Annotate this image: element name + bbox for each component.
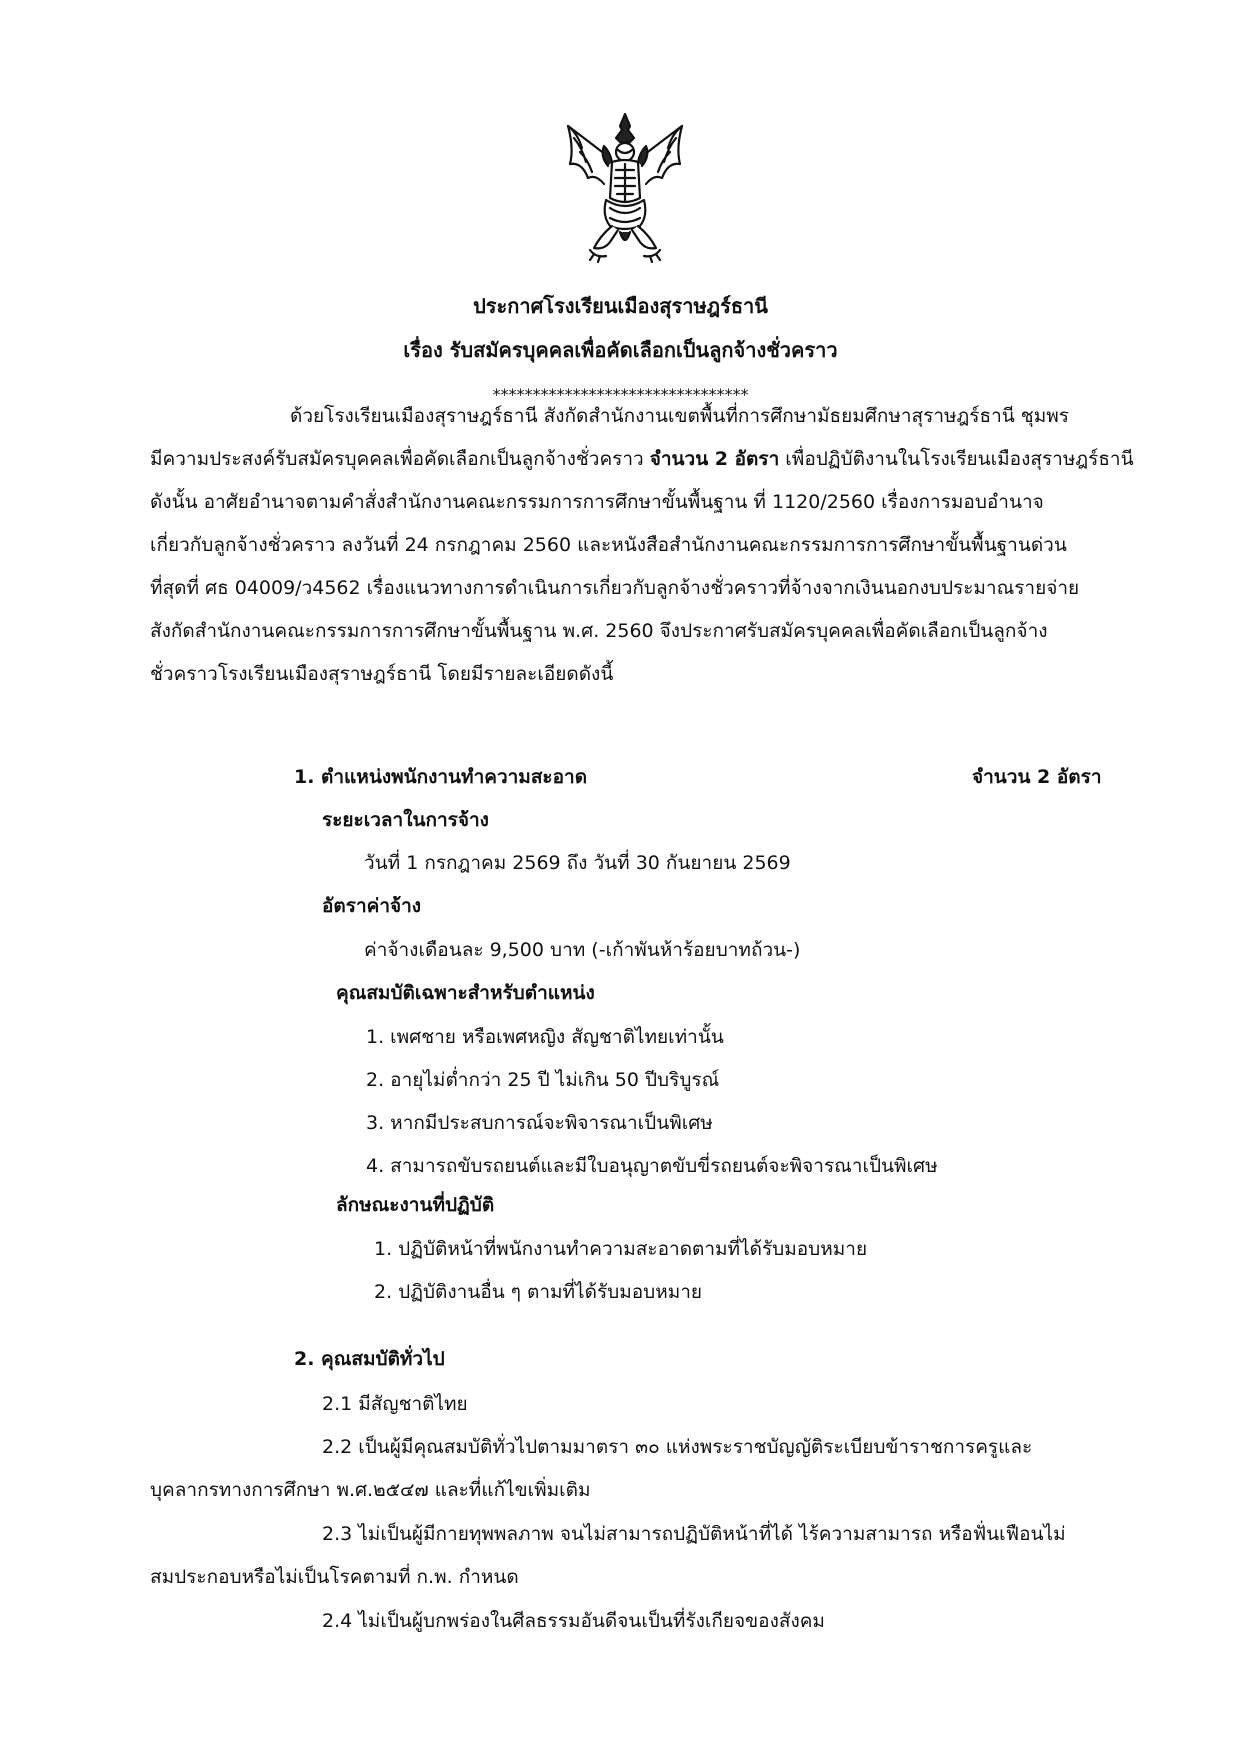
general-qualification-item: สมประกอบหรือไม่เป็นโรคตามที่ ก.พ. กำหนด [150, 1566, 519, 1588]
announcement-title: ประกาศโรงเรียนเมืองสุราษฎร์ธานี [473, 294, 768, 318]
section2-heading: 2. คุณสมบัติทั่วไป [294, 1348, 445, 1370]
qualification-heading: คุณสมบัติเฉพาะสำหรับตำแหน่ง [336, 982, 595, 1004]
qualification-item: 1. เพศชาย หรือเพศหญิง สัญชาติไทยเท่านั้น [366, 1026, 724, 1048]
intro-paragraph [150, 395, 1162, 696]
duty-item: 2. ปฏิบัติงานอื่น ๆ ตามที่ได้รับมอบหมาย [374, 1281, 703, 1303]
general-qualification-item: 2.3 ไม่เป็นผู้มีกายทุพพลภาพ จนไม่สามารถปฏิบัติหน้าที่ได้ ไร้ความสามารถ หรือฟั่นเฟือนไม่ [322, 1523, 1066, 1545]
section1-heading: 1. ตำแหน่งพนักงานทำความสะอาด [294, 766, 588, 788]
general-qualification-item: 2.4 ไม่เป็นผู้บกพร่องในศีลธรรมอันดีจนเป็นที่รังเกียจของสังคม [322, 1610, 825, 1632]
general-qualification-item: 2.2 เป็นผู้มีคุณสมบัติทั่วไปตามมาตรา ๓๐ แห่งพระราชบัญญัติระเบียบข้าราชการครูและ [322, 1436, 1033, 1458]
general-qualification-item: 2.1 มีสัญชาติไทย [322, 1393, 468, 1415]
wage-value: ค่าจ้างเดือนละ 9,500 บาท (-เก้าพันห้าร้อยบาทถ้วน-) [364, 939, 801, 961]
qualification-item: 4. สามารถขับรถยนต์และมีใบอนุญาตขับขี่รถยนต์จะพิจารณาเป็นพิเศษ [366, 1155, 938, 1177]
qualification-item: 3. หากมีประสบการณ์จะพิจารณาเป็นพิเศษ [366, 1112, 713, 1134]
period-value: วันที่ 1 กรกฎาคม 2569 ถึง วันที่ 30 กันยายน 2569 [364, 852, 791, 874]
period-heading: ระยะเวลาในการจ้าง [322, 809, 489, 831]
announcement-subject: เรื่อง รับสมัครบุคคลเพื่อคัดเลือกเป็นลูกจ้างชั่วคราว [403, 338, 838, 362]
intro-line: ชั่วคราวโรงเรียนเมืองสุราษฎร์ธานี โดยมีรายละเอียดดังนี้ [150, 663, 614, 685]
intro-line: ดังนั้น อาศัยอำนาจตามคำสั่งสำนักงานคณะกรรมการการศึกษาขั้นพื้นฐาน ที่ 1120/2560 เรื่องการมอบอำนาจ [150, 491, 1044, 513]
intro-line [150, 438, 1162, 481]
garuda-emblem-icon [560, 108, 690, 268]
general-qualification-item: บุคลากรทางการศึกษา พ.ศ.๒๕๔๗ และที่แก้ไขเพิ่มเติม [150, 1479, 591, 1501]
duty-heading: ลักษณะงานที่ปฏิบัติ [336, 1194, 495, 1216]
section1-count: จำนวน 2 อัตรา [972, 766, 1102, 788]
intro-text: มีความประสงค์รับสมัครบุคคลเพื่อคัดเลือกเป็นลูกจ้างชั่วคราว [150, 448, 650, 470]
wage-heading: อัตราค่าจ้าง [322, 895, 422, 917]
intro-count: จำนวน 2 อัตรา [649, 448, 780, 470]
intro-text: เพื่อปฏิบัติงานในโรงเรียนเมืองสุราษฎร์ธานี [779, 448, 1134, 470]
intro-line: เกี่ยวกับลูกจ้างชั่วคราว ลงวันที่ 24 กรกฎาคม 2560 และหนังสือสำนักงานคณะกรรมการการศึกษาขั้นพื้นฐานด่วน [150, 534, 1067, 556]
separator-line: ******************************** [492, 385, 749, 404]
qualification-item: 2. อายุไม่ต่ำกว่า 25 ปี ไม่เกิน 50 ปีบริบูรณ์ [366, 1069, 720, 1091]
intro-line: ด้วยโรงเรียนเมืองสุราษฎร์ธานี สังกัดสำนักงานเขตพื้นที่การศึกษามัธยมศึกษาสุราษฎร์ธานี ชุมพร [290, 405, 1069, 427]
intro-line: ที่สุดที่ ศธ 04009/ว4562 เรื่องแนวทางการดำเนินการเกี่ยวกับลูกจ้างชั่วคราวที่จ้างจากเงินนอกงบประมาณรายจ่าย [150, 577, 1080, 599]
intro-line: สังกัดสำนักงานคณะกรรมการการศึกษาขั้นพื้นฐาน พ.ศ. 2560 จึงประกาศรับสมัครบุคคลเพื่อคัดเลือกเป็นลูกจ้าง [150, 620, 1048, 642]
duty-item: 1. ปฏิบัติหน้าที่พนักงานทำความสะอาดตามที่ได้รับมอบหมาย [374, 1238, 868, 1260]
